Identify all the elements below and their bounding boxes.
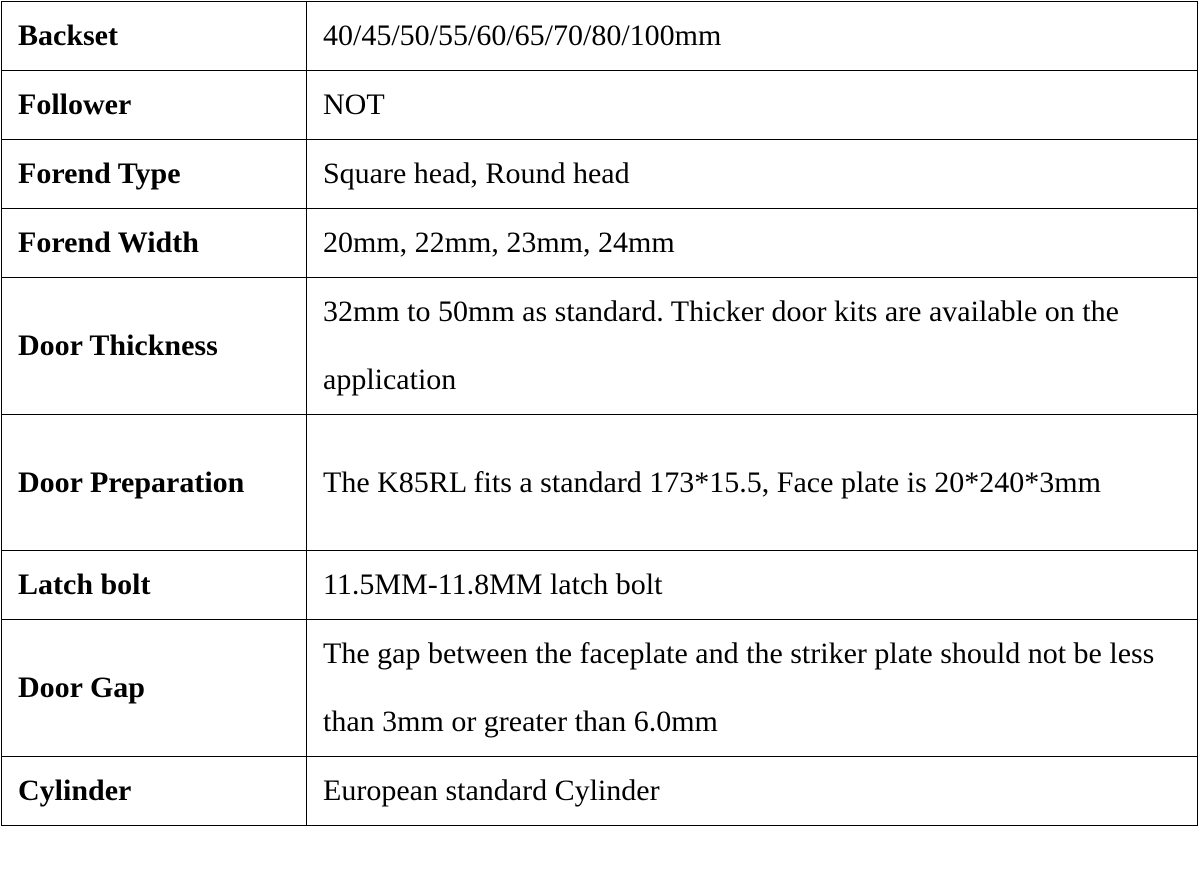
row-label: Door Gap — [2, 620, 307, 757]
table-row — [2, 71, 1198, 140]
row-label: Forend Width — [2, 209, 307, 278]
row-label: Door Thickness — [2, 278, 307, 415]
table-row — [2, 2, 1198, 71]
row-label: Forend Type — [2, 140, 307, 209]
table-row — [2, 551, 1198, 620]
row-label: Cylinder — [2, 757, 307, 826]
row-value: The gap between the faceplate and the striker plate should not be less than 3mm or greater than 6.0mm — [307, 620, 1198, 757]
row-value: Square head, Round head — [307, 140, 1198, 209]
row-label: Door Preparation — [2, 415, 307, 551]
table-row — [2, 140, 1198, 209]
table-row — [2, 757, 1198, 826]
table-row — [2, 620, 1198, 757]
row-label: Latch bolt — [2, 551, 307, 620]
table-row — [2, 209, 1198, 278]
row-value: The K85RL fits a standard 173*15.5, Face plate is 20*240*3mm — [307, 415, 1198, 551]
row-value: 20mm, 22mm, 23mm, 24mm — [307, 209, 1198, 278]
row-label: Follower — [2, 71, 307, 140]
row-value: 40/45/50/55/60/65/70/80/100mm — [307, 2, 1198, 71]
row-value: European standard Cylinder — [307, 757, 1198, 826]
spec-table — [1, 1, 1198, 826]
row-value: 32mm to 50mm as standard. Thicker door kits are available on the application — [307, 278, 1198, 415]
row-value: 11.5MM-11.8MM latch bolt — [307, 551, 1198, 620]
table-row — [2, 278, 1198, 415]
row-label: Backset — [2, 2, 307, 71]
table-row — [2, 415, 1198, 551]
row-value: NOT — [307, 71, 1198, 140]
